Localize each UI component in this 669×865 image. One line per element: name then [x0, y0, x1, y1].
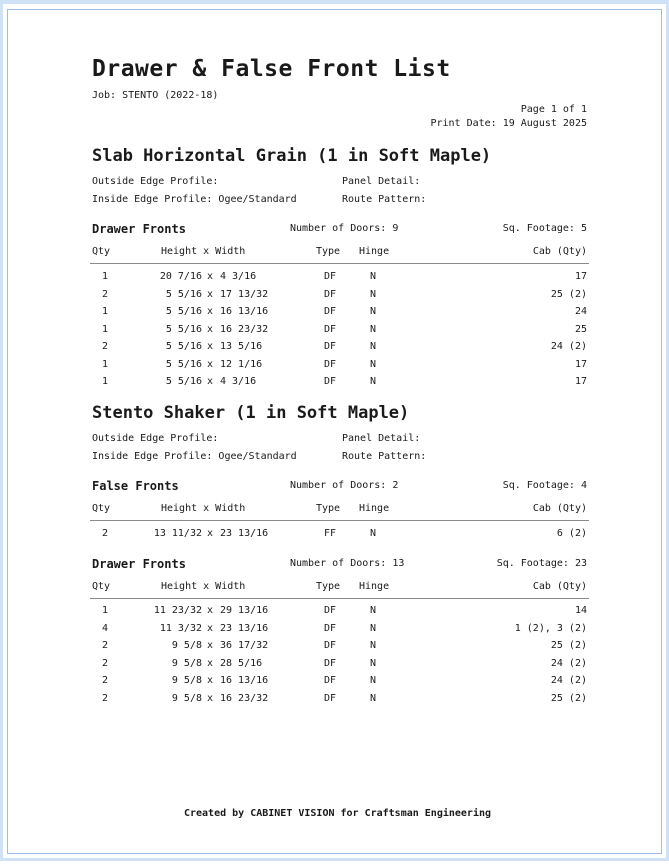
- cell-height: 5 5/16: [165, 341, 202, 352]
- job-label: Job: STENTO (2022-18): [92, 90, 219, 101]
- document-title: Drawer & False Front List: [92, 56, 451, 82]
- cell-height: 5 5/16: [165, 358, 202, 370]
- cell-height: 20 7/16: [159, 271, 202, 282]
- col-header-cab: Cab (Qty): [532, 581, 587, 592]
- cell-x-separator: x: [207, 622, 214, 634]
- cell-type: DF: [323, 288, 337, 300]
- cell-type: DF: [323, 605, 337, 616]
- cell-qty: 2: [101, 341, 109, 352]
- cell-qty: 2: [101, 640, 109, 651]
- cell-width: 12 1/16: [220, 358, 263, 370]
- cell-qty: 2: [101, 288, 109, 300]
- cell-cab: 24 (2): [550, 675, 587, 686]
- cell-hinge: N: [370, 306, 377, 317]
- cell-type: DF: [323, 622, 337, 634]
- cell-x-separator: x: [207, 323, 214, 335]
- cell-hinge: N: [370, 692, 377, 704]
- cell-width: 17 13/32: [220, 288, 269, 300]
- number-of-doors: Number of Doors: 2: [290, 480, 399, 491]
- cell-hinge: N: [370, 622, 377, 634]
- section-title: Slab Horizontal Grain (1 in Soft Maple): [92, 146, 492, 166]
- cell-height: 9 5/8: [171, 675, 202, 686]
- cell-x-separator: x: [207, 528, 214, 539]
- cell-cab: 17: [574, 376, 587, 387]
- cell-cab: 14: [574, 605, 587, 616]
- col-header-type: Type: [316, 581, 341, 592]
- cell-x-separator: x: [207, 605, 214, 616]
- col-header-qty: Qty: [92, 581, 111, 592]
- cell-qty: 4: [101, 622, 109, 634]
- route-pattern: Route Pattern:: [342, 451, 427, 462]
- cell-height: 11 3/32: [159, 622, 202, 634]
- cell-qty: 1: [101, 306, 109, 317]
- cell-type: DF: [323, 675, 337, 686]
- cell-hinge: N: [370, 323, 377, 335]
- header-divider: [90, 520, 589, 521]
- cell-cab: 24 (2): [550, 657, 587, 669]
- print-date: Print Date: 19 August 2025: [430, 118, 587, 129]
- cell-cab: 25 (2): [550, 288, 587, 300]
- col-header-type: Type: [316, 246, 341, 257]
- cell-x-separator: x: [207, 692, 214, 704]
- cell-x-separator: x: [207, 640, 214, 651]
- cell-width: 16 13/16: [220, 306, 269, 317]
- cell-width: 16 23/32: [220, 323, 269, 335]
- header-divider: [90, 263, 589, 264]
- cell-type: DF: [323, 692, 337, 704]
- cell-type: DF: [323, 306, 337, 317]
- cell-width: 23 13/16: [220, 622, 269, 634]
- cell-width: 4 3/16: [220, 376, 257, 387]
- report-document: [3, 4, 669, 865]
- panel-detail: Panel Detail:: [342, 176, 421, 187]
- page-number: Page 1 of 1: [520, 104, 587, 115]
- cell-type: DF: [323, 640, 337, 651]
- cell-width: 16 23/32: [220, 692, 269, 704]
- cell-qty: 2: [101, 692, 109, 704]
- cell-type: DF: [323, 323, 337, 335]
- col-header-qty: Qty: [92, 246, 111, 257]
- cell-hinge: N: [370, 376, 377, 387]
- cell-hinge: N: [370, 605, 377, 616]
- cell-height: 5 5/16: [165, 306, 202, 317]
- group-title: Drawer Fronts: [92, 222, 186, 236]
- cell-height: 5 5/16: [165, 288, 202, 300]
- section-title: Stento Shaker (1 in Soft Maple): [92, 403, 410, 423]
- cell-type: FF: [323, 528, 337, 539]
- col-header-height-width: Height x Width: [161, 246, 246, 257]
- cell-hinge: N: [370, 358, 377, 370]
- cell-x-separator: x: [207, 288, 214, 300]
- cell-type: DF: [323, 657, 337, 669]
- cell-x-separator: x: [207, 376, 214, 387]
- col-header-height-width: Height x Width: [161, 503, 246, 514]
- number-of-doors: Number of Doors: 9: [290, 223, 399, 234]
- cell-height: 9 5/8: [171, 692, 202, 704]
- cell-cab: 17: [574, 358, 587, 370]
- cell-qty: 1: [101, 358, 109, 370]
- group-title: Drawer Fronts: [92, 557, 186, 571]
- number-of-doors: Number of Doors: 13: [290, 558, 405, 569]
- cell-width: 16 13/16: [220, 675, 269, 686]
- col-header-hinge: Hinge: [359, 503, 390, 514]
- group-title: False Fronts: [92, 479, 179, 493]
- panel-detail: Panel Detail:: [342, 433, 421, 444]
- square-footage: Sq. Footage: 5: [502, 223, 587, 234]
- cell-qty: 1: [101, 605, 109, 616]
- cell-qty: 1: [101, 376, 109, 387]
- cell-height: 11 23/32: [153, 605, 202, 616]
- cell-qty: 2: [101, 675, 109, 686]
- cell-height: 9 5/8: [171, 657, 202, 669]
- cell-width: 23 13/16: [220, 528, 269, 539]
- cell-width: 13 5/16: [220, 341, 263, 352]
- cell-qty: 1: [101, 271, 109, 282]
- route-pattern: Route Pattern:: [342, 194, 427, 205]
- report-page: [7, 9, 662, 854]
- cell-type: DF: [323, 271, 337, 282]
- col-header-height-width: Height x Width: [161, 581, 246, 592]
- cell-cab: 24 (2): [550, 341, 587, 352]
- header-divider: [90, 598, 589, 599]
- cell-x-separator: x: [207, 341, 214, 352]
- col-header-cab: Cab (Qty): [532, 503, 587, 514]
- cell-x-separator: x: [207, 358, 214, 370]
- cell-width: 29 13/16: [220, 605, 269, 616]
- cell-type: DF: [323, 358, 337, 370]
- cell-qty: 2: [101, 657, 109, 669]
- cell-cab: 1 (2), 3 (2): [514, 622, 587, 634]
- cell-hinge: N: [370, 288, 377, 300]
- cell-height: 5 5/16: [165, 323, 202, 335]
- square-footage: Sq. Footage: 4: [502, 480, 587, 491]
- cell-qty: 2: [101, 528, 109, 539]
- cell-type: DF: [323, 341, 337, 352]
- cell-hinge: N: [370, 657, 377, 669]
- col-header-cab: Cab (Qty): [532, 246, 587, 257]
- outside-edge-profile: Outside Edge Profile:: [92, 433, 219, 444]
- cell-hinge: N: [370, 640, 377, 651]
- inside-edge-profile: Inside Edge Profile: Ogee/Standard: [92, 194, 297, 205]
- cell-hinge: N: [370, 271, 377, 282]
- cell-qty: 1: [101, 323, 109, 335]
- inside-edge-profile: Inside Edge Profile: Ogee/Standard: [92, 451, 297, 462]
- cell-cab: 6 (2): [556, 528, 587, 539]
- cell-height: 13 11/32: [153, 528, 202, 539]
- col-header-hinge: Hinge: [359, 581, 390, 592]
- cell-width: 4 3/16: [220, 271, 257, 282]
- cell-cab: 25 (2): [550, 640, 587, 651]
- cell-width: 36 17/32: [220, 640, 269, 651]
- square-footage: Sq. Footage: 23: [496, 558, 587, 569]
- cell-hinge: N: [370, 341, 377, 352]
- cell-x-separator: x: [207, 271, 214, 282]
- cell-cab: 24: [574, 306, 587, 317]
- cell-hinge: N: [370, 528, 377, 539]
- cell-x-separator: x: [207, 306, 214, 317]
- cell-cab: 25: [574, 323, 587, 335]
- cell-type: DF: [323, 376, 337, 387]
- cell-height: 5 5/16: [165, 376, 202, 387]
- col-header-qty: Qty: [92, 503, 111, 514]
- cell-cab: 25 (2): [550, 692, 587, 704]
- outside-edge-profile: Outside Edge Profile:: [92, 176, 219, 187]
- cell-height: 9 5/8: [171, 640, 202, 651]
- col-header-hinge: Hinge: [359, 246, 390, 257]
- cell-x-separator: x: [207, 657, 214, 669]
- cell-hinge: N: [370, 675, 377, 686]
- cell-cab: 17: [574, 271, 587, 282]
- col-header-type: Type: [316, 503, 341, 514]
- cell-x-separator: x: [207, 675, 214, 686]
- cell-width: 28 5/16: [220, 657, 263, 669]
- report-footer: Created by CABINET VISION for Craftsman Engineering: [183, 808, 492, 819]
